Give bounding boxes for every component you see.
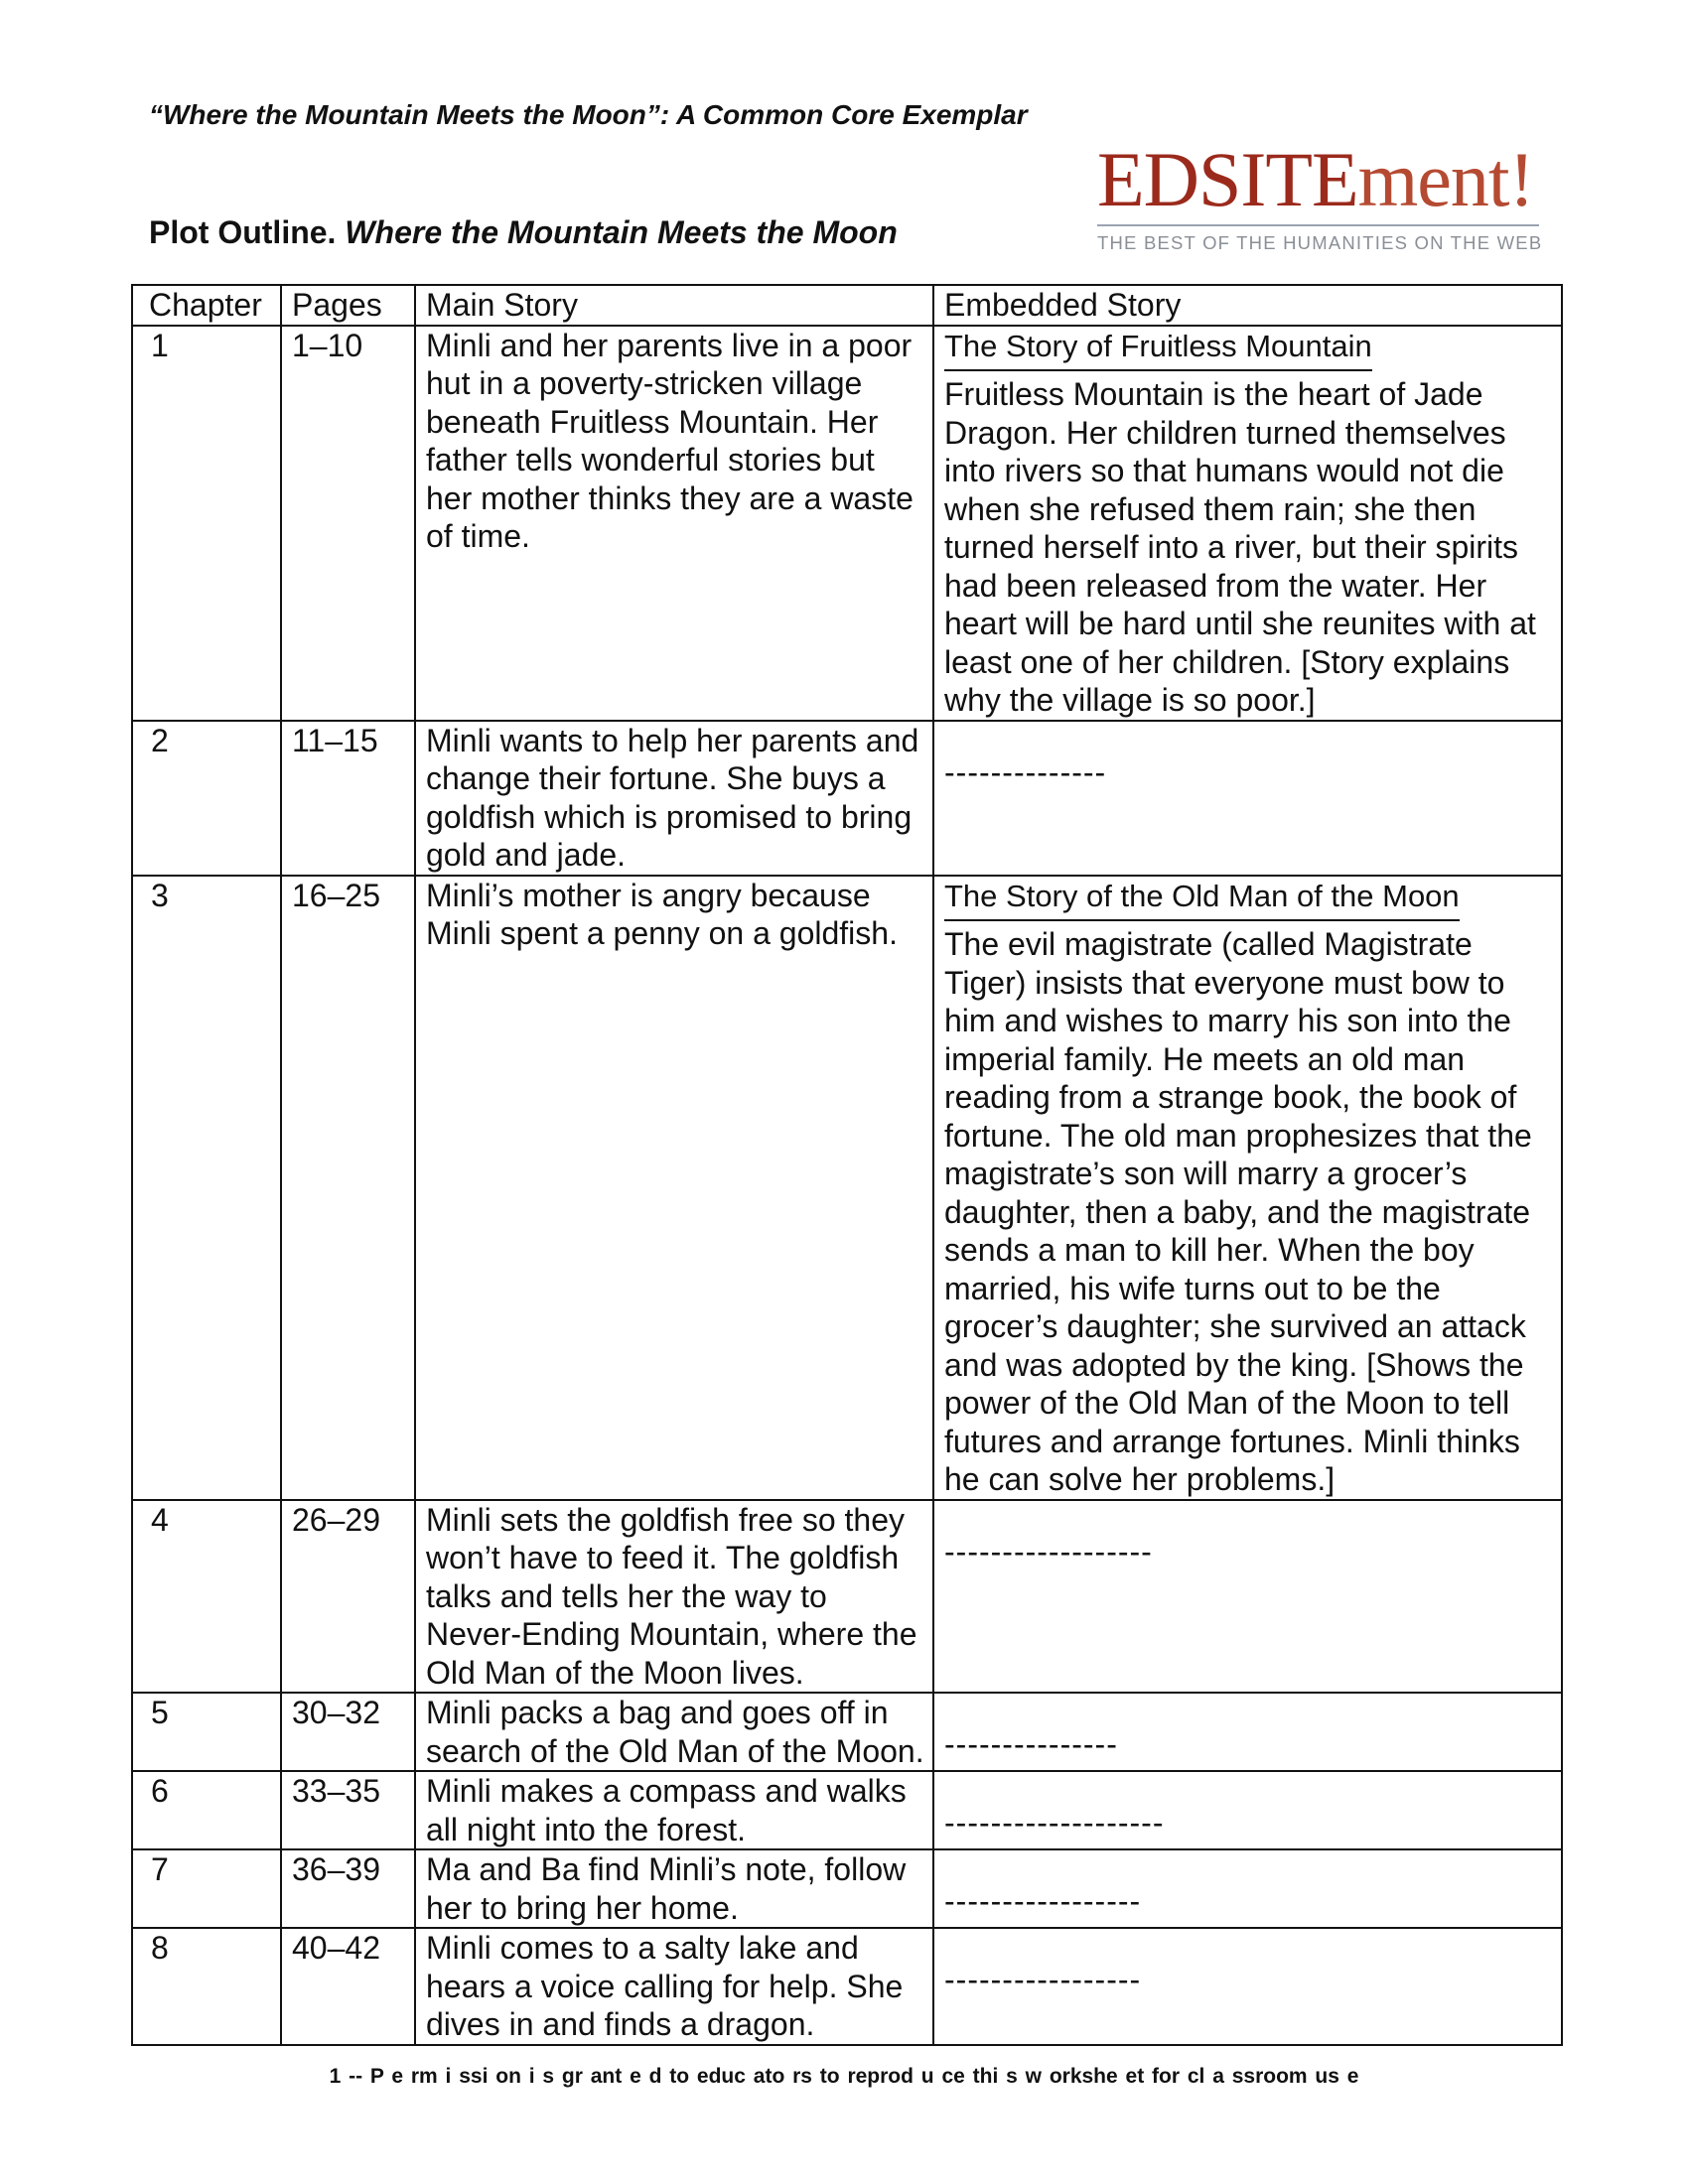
- table-row: [132, 1693, 1562, 1771]
- plot-outline-table: [131, 284, 1563, 2046]
- chapter-cell: 3: [132, 876, 281, 1500]
- main-story-cell: Minli and her parents live in a poor hut in a poverty-stricken village beneath Fruitless Mountain. Her father tells wonderful stories but her mother thinks they are a waste of time.: [415, 326, 933, 721]
- embedded-story-cell: [933, 1771, 1562, 1849]
- pages-cell: 36–39: [281, 1849, 415, 1928]
- main-story-cell: Ma and Ba find Minli’s note, follow her to bring her home.: [415, 1849, 933, 1928]
- main-story-cell: Minli packs a bag and goes off in search of the Old Man of the Moon.: [415, 1693, 933, 1771]
- chapter-cell: 8: [132, 1928, 281, 2045]
- pages-cell: 40–42: [281, 1928, 415, 2045]
- logo-word-light: ment!: [1357, 136, 1534, 222]
- plot-title-lead: Plot Outline.: [149, 214, 337, 250]
- table-row: [132, 1849, 1562, 1928]
- embedded-story-cell: [933, 326, 1562, 721]
- table-row: [132, 1928, 1562, 2045]
- pages-cell: 33–35: [281, 1771, 415, 1849]
- embedded-story-empty: -----------------: [944, 1883, 1142, 1919]
- pages-cell: 11–15: [281, 721, 415, 876]
- table-row: [132, 721, 1562, 876]
- main-story-cell: Minli wants to help her parents and change their fortune. She buys a goldfish which is promised to bring gold and jade.: [415, 721, 933, 876]
- embedded-story-cell: [933, 876, 1562, 1500]
- logo-wordmark: [1097, 136, 1544, 222]
- table-row: [132, 1500, 1562, 1694]
- pages-cell: 16–25: [281, 876, 415, 1500]
- pages-cell: 30–32: [281, 1693, 415, 1771]
- embedded-story-cell: [933, 1928, 1562, 2045]
- embedded-story-empty: --------------: [944, 753, 1107, 790]
- header-embedded-story: Embedded Story: [933, 285, 1562, 326]
- chapter-cell: 4: [132, 1500, 281, 1694]
- main-story-cell: Minli sets the goldfish free so they won’t have to feed it. The goldfish talks and tells her the way to Never-Ending Mountain, where the Old Man of the Moon lives.: [415, 1500, 933, 1694]
- header-chapter: Chapter: [132, 285, 281, 326]
- embedded-story-cell: [933, 1849, 1562, 1928]
- embedded-story-empty: -------------------: [944, 1805, 1165, 1841]
- embedded-story-title: The Story of the Old Man of the Moon: [944, 878, 1460, 922]
- embedded-story-cell: [933, 1500, 1562, 1694]
- table-row: [132, 1771, 1562, 1849]
- main-story-cell: Minli comes to a salty lake and hears a voice calling for help. She dives in and finds a dragon.: [415, 1928, 933, 2045]
- table-row: [132, 326, 1562, 721]
- embedded-story-text: Fruitless Mountain is the heart of Jade Dragon. Her children turned themselves into rivers so that humans would not die when she refused them rain; she then turned herself into a river, but their spirits had been released from the water. Her heart will be hard until she reunites with at least one of her children. [Story explains why the village is so poor.]: [944, 376, 1536, 718]
- edsitement-logo: [1097, 136, 1544, 254]
- embedded-story-cell: [933, 1693, 1562, 1771]
- logo-word-strong: EDSITE: [1097, 136, 1358, 222]
- chapter-cell: 2: [132, 721, 281, 876]
- chapter-cell: 7: [132, 1849, 281, 1928]
- document-header: “Where the Mountain Meets the Moon”: A Common Core Exemplar: [149, 99, 1028, 130]
- plot-title-book: Where the Mountain Meets the Moon: [345, 214, 898, 250]
- logo-tagline: THE BEST OF THE HUMANITIES ON THE WEB: [1097, 232, 1543, 253]
- embedded-story-empty: -----------------: [944, 1962, 1142, 1997]
- chapter-cell: 6: [132, 1771, 281, 1849]
- embedded-story-title: The Story of Fruitless Mountain: [944, 328, 1372, 372]
- pages-cell: 1–10: [281, 326, 415, 721]
- table-row: [132, 876, 1562, 1500]
- main-story-cell: Minli makes a compass and walks all night into the forest.: [415, 1771, 933, 1849]
- embedded-story-cell: [933, 721, 1562, 876]
- logo-divider: [1097, 224, 1539, 226]
- header-pages: Pages: [281, 285, 415, 326]
- chapter-cell: 5: [132, 1693, 281, 1771]
- header-main-story: Main Story: [415, 285, 933, 326]
- permission-footer: 1 -- P e rm i ssi on i s gr ant e d to educ ato rs to reprod u ce thi s w orkshe et for cl a ssroom us e: [329, 2065, 1359, 2088]
- pages-cell: 26–29: [281, 1500, 415, 1694]
- embedded-story-empty: ---------------: [944, 1726, 1118, 1762]
- main-story-cell: Minli’s mother is angry because Minli spent a penny on a goldfish.: [415, 876, 933, 1500]
- plot-outline-title: [149, 214, 898, 251]
- embedded-story-empty: ------------------: [944, 1533, 1153, 1570]
- chapter-cell: 1: [132, 326, 281, 721]
- embedded-story-text: The evil magistrate (called Magistrate Tiger) insists that everyone must bow to him and wishes to marry his son into the imperial family. He meets an old man reading from a strange book, the book of fortune. The old man prophesizes that the magistrate’s son will marry a grocer’s daughter, then a baby, and the magistrate sends a man to kill her. When the boy married, his wife turns out to be the grocer’s daughter; she survived an attack and was adopted by the king. [Shows the power of the Old Man of the Moon to tell futures and arrange fortunes. Minli thinks he can solve her problems.]: [944, 926, 1532, 1497]
- table-header-row: [132, 285, 1562, 326]
